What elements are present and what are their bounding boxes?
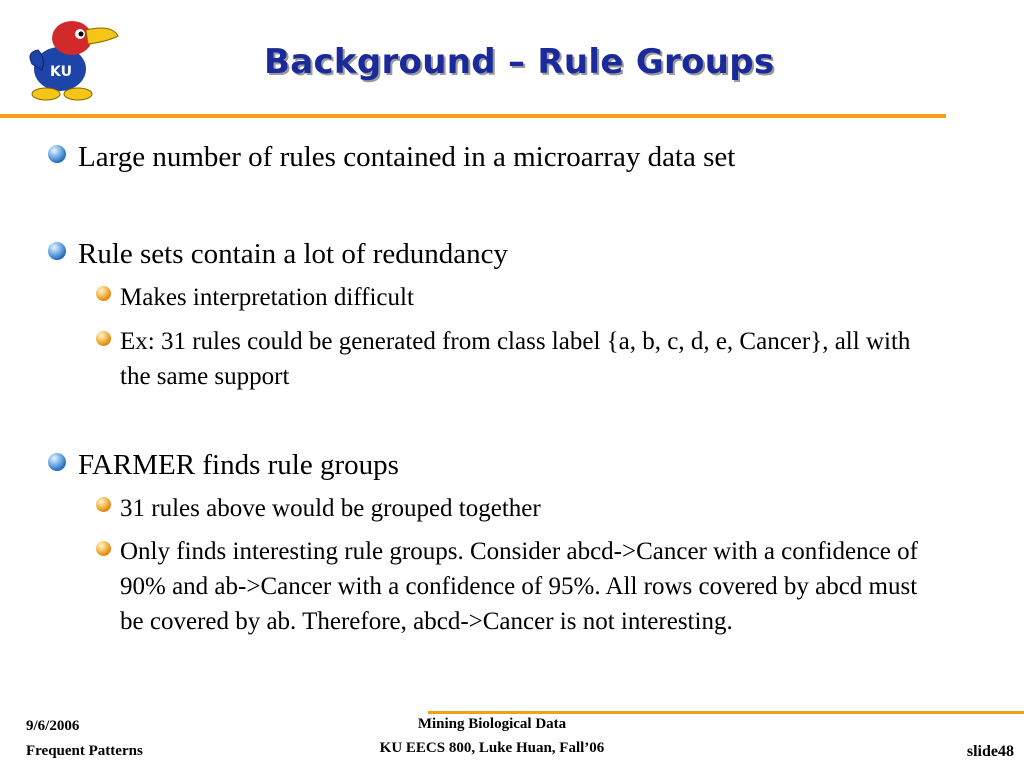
bullet-2-sub-2: Ex: 31 rules could be generated from class label {a, b, c, d, e, Cancer}, all with the same support bbox=[120, 328, 911, 390]
slide-title: Background – Rule Groups bbox=[264, 42, 775, 82]
footer-topic: Frequent Patterns bbox=[26, 743, 143, 759]
ku-jayhawk-logo bbox=[20, 14, 120, 102]
title-divider bbox=[0, 114, 946, 118]
footer-date: 9/6/2006 bbox=[26, 718, 80, 734]
level2-bullet-icon bbox=[96, 331, 111, 346]
footer-course-line2: KU EECS 800, Luke Huan, Fall’06 bbox=[379, 740, 605, 756]
footer-divider bbox=[428, 711, 1024, 714]
level2-bullet-icon bbox=[96, 541, 111, 556]
level2-bullet-icon bbox=[96, 286, 111, 301]
bullet-3-sub-2: Only finds interesting rule groups. Consider abcd->Cancer with a confidence of 90% and ab->Cancer with a confidence of 95%. All rows covered by abcd must be covered by ab. Therefore, abcd->Cancer is not interesting. bbox=[120, 538, 918, 635]
bullet-2-text: Rule sets contain a lot of redundancy bbox=[78, 238, 509, 270]
level1-bullet-icon bbox=[48, 453, 66, 471]
footer-course-line1: Mining Biological Data bbox=[417, 716, 567, 732]
level1-bullet-icon bbox=[48, 145, 66, 163]
bullet-1-text: Large number of rules contained in a microarray data set bbox=[78, 141, 736, 173]
logo-text: KU bbox=[50, 64, 72, 80]
level2-bullet-icon bbox=[96, 497, 111, 512]
footer-slide-number: slide48 bbox=[966, 743, 1014, 760]
bullet-3-text: FARMER finds rule groups bbox=[78, 449, 399, 481]
bullet-3-sub-1: 31 rules above would be grouped together bbox=[120, 495, 541, 522]
bullet-2-sub-1: Makes interpretation difficult bbox=[120, 284, 414, 311]
level1-bullet-icon bbox=[48, 242, 66, 260]
